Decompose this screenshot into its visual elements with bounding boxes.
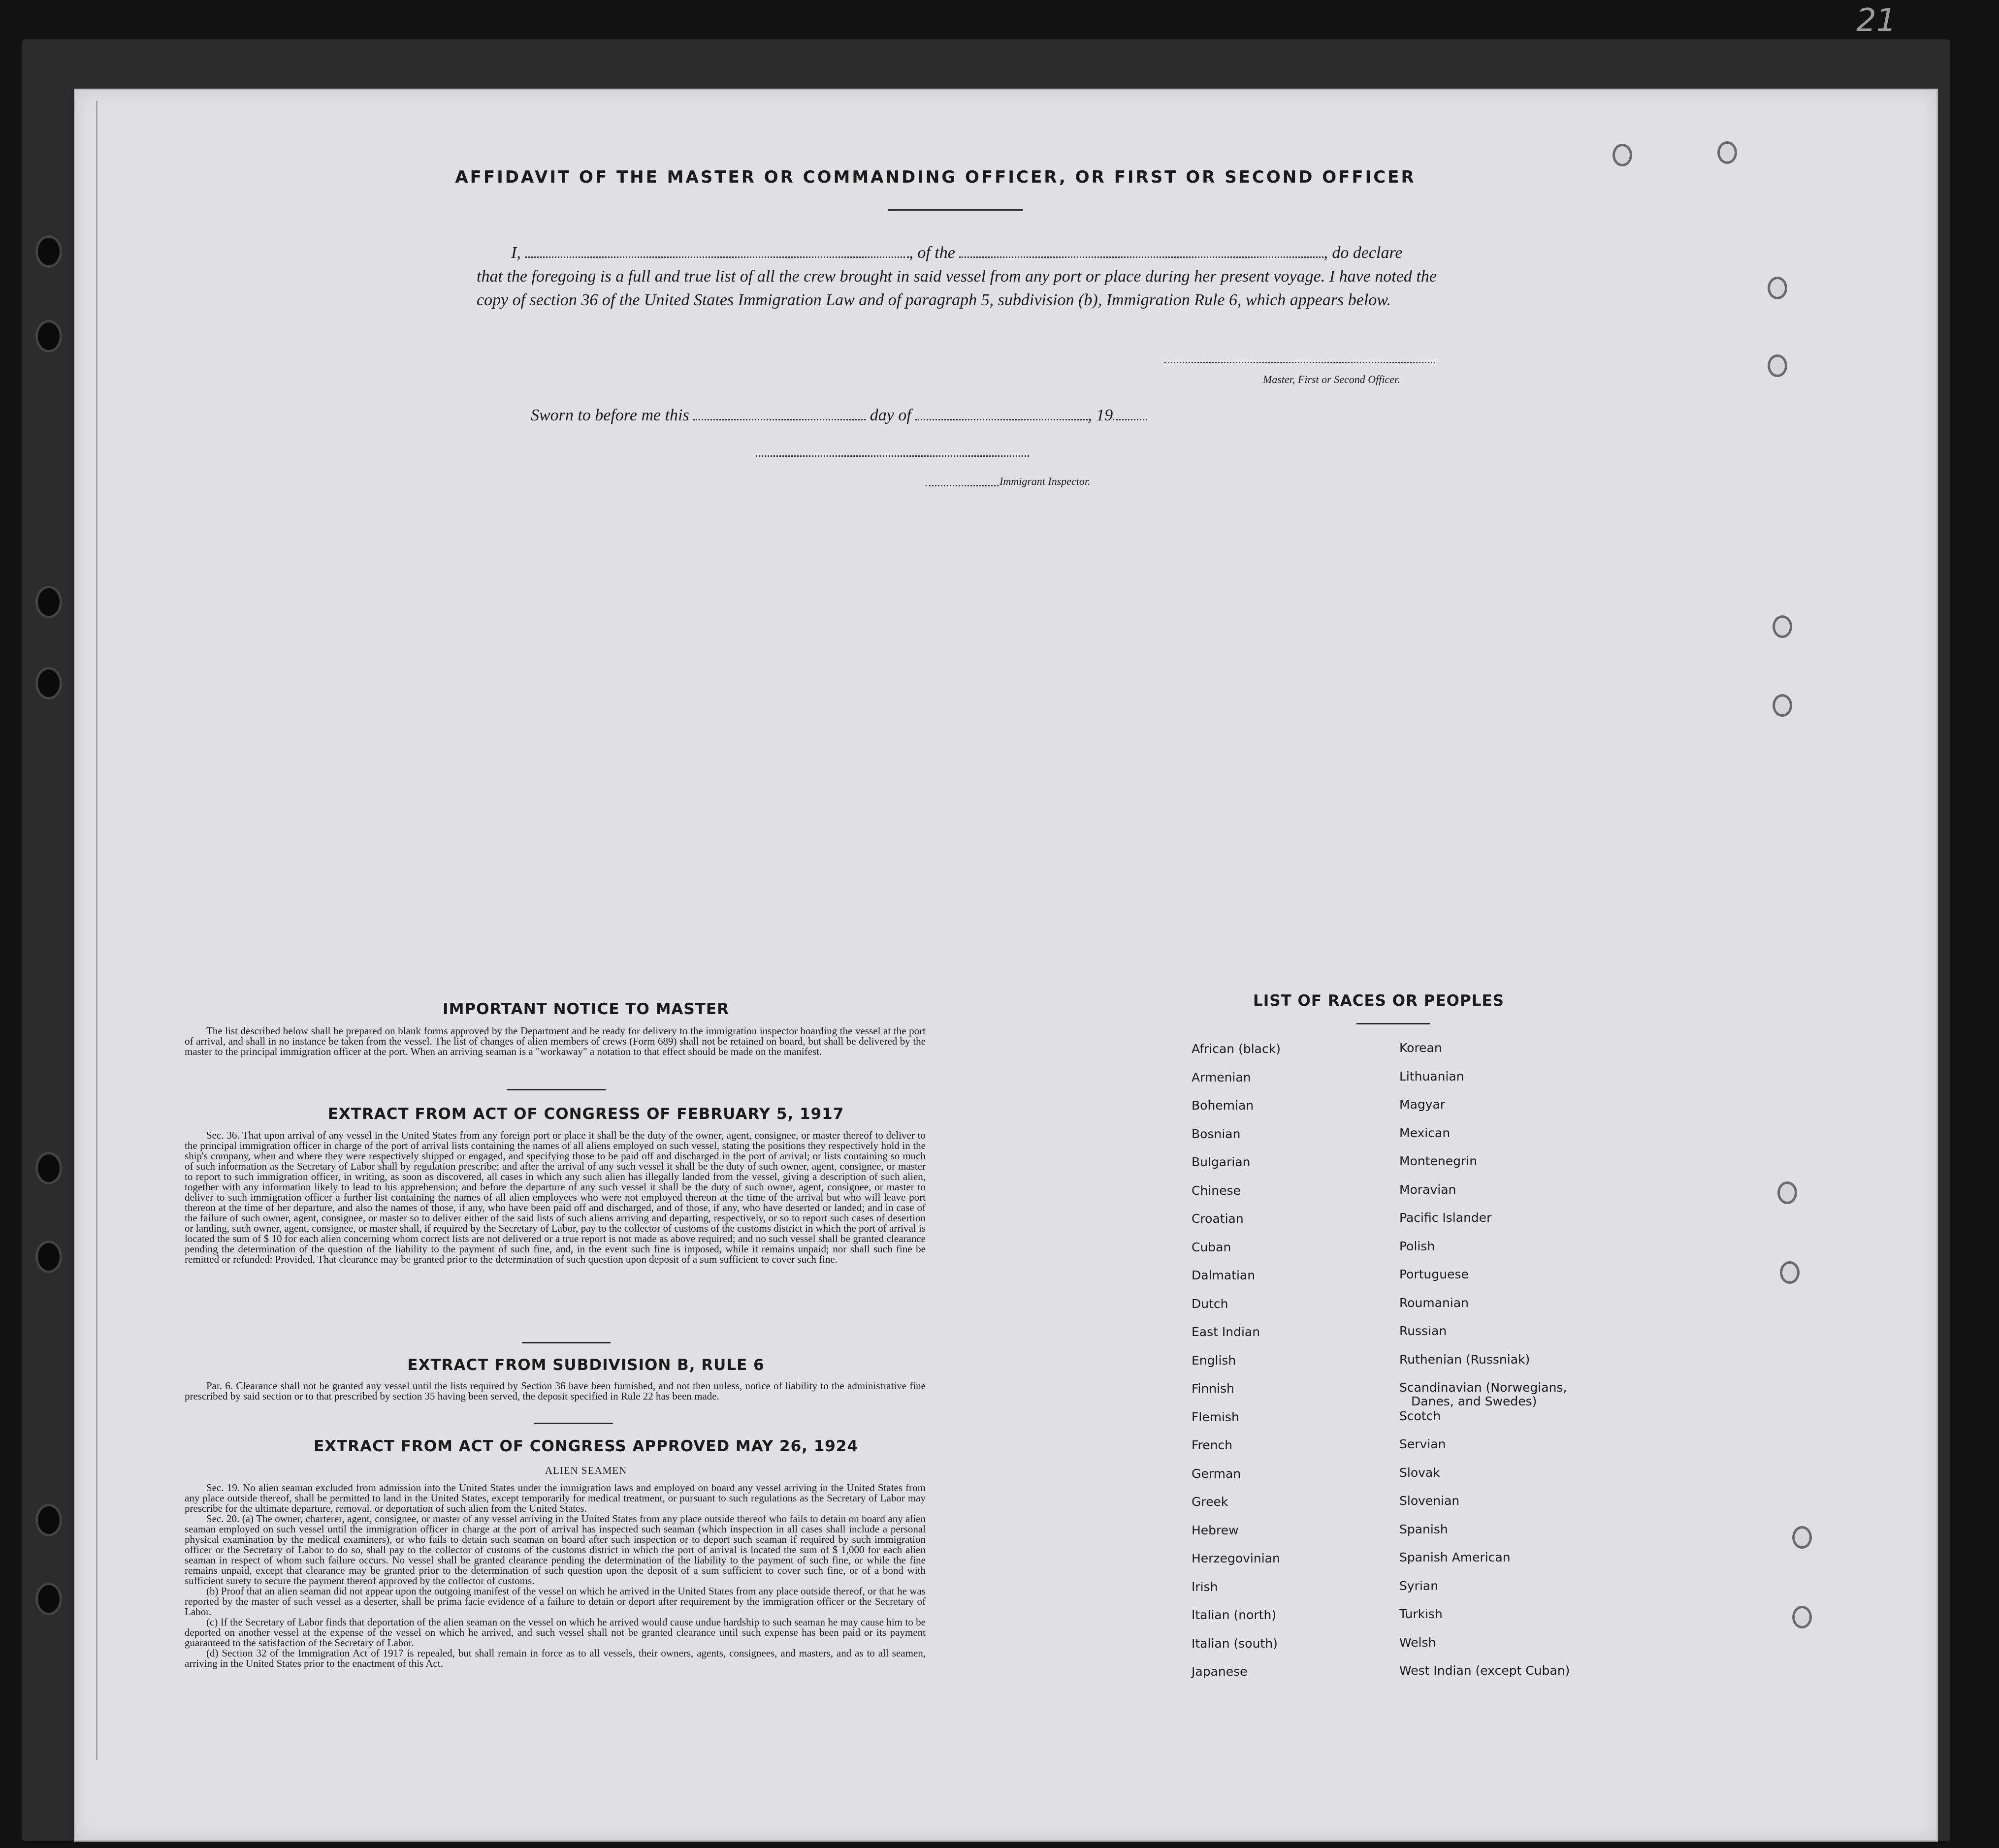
race-item: Dutch [1192, 1296, 1228, 1311]
race-item: Korean [1399, 1041, 1442, 1055]
extract-1917-title: EXTRACT FROM ACT OF CONGRESS OF FEBRUARY 5, 1917 [327, 1105, 844, 1123]
subdivision-b-paragraph: Par. 6. Clearance shall not be granted any vessel until the lists required by Section 36 have been furnished, and not then unless, notice of liability to the administrative fine prescribed by said section or to that prescribed by section 35 having been served, the deposit specified in Rule 22 has been made. [185, 1380, 926, 1402]
binder-hole [35, 1152, 62, 1184]
punch-mark [1777, 1181, 1797, 1204]
binder-hole [35, 1241, 62, 1273]
race-item: Roumanian [1399, 1295, 1469, 1310]
extract-1917-paragraph: Sec. 36. That upon arrival of any vessel in the United States from any foreign port or place it shall be the duty of the owner, agent, consignee, or master thereof to deliver to the principal immigration officer in charge of the port of arrival lists containing the names of all aliens employed on such vessel, stating the positions they respectively hold in the ship's company, when and where they were respectively shipped or engaged, and specifying those to be paid off and discharged in the port of arrival; or lists containing so much of such information as the Secretary of Labor shall by regulation prescribe; and after the arrival of any such vessel it shall be the duty of such owner, agent, consignee, or master to report to such immigration officer, in writing, as soon as discovered, all cases in which any such alien has illegally landed from the vessel, giving a description of such alien, together with any information likely to lead to his apprehension; and before the departure of any such vessel it shall be the duty of such owner, agent, consignee, or master to deliver to such immigration officer a further list containing the names of all alien employees who were not employed thereon at the time of the arrival but who will leave port thereon at the time of her departure, and also the names of those, if any, who have been paid off and discharged, and of those, if any, who have deserted or landed; and in case of the failure of such owner, agent, consignee, or master so to deliver either of the said lists of such aliens arriving and departing, respectively, or so to report such cases of desertion or landing, such owner, agent, consignee, or master shall, if required by the Secretary of Labor, pay to the collector of customs of the customs district in which the port of arrival is located the sum of $ 10 for each alien concerning whom correct lists are not delivered or a true report is not made as above required; and no such vessel shall be granted clearance pending the determination of the question of the liability to the payment of such fine, and, in the event such fine is imposed, while it remains unpaid; nor shall such fine be remitted or refunded: Provided, That clearance may be granted prior to the determination of such question upon deposit of a sum sufficient to cover such fine. [185, 1129, 926, 1265]
race-item: Finnish [1192, 1381, 1235, 1396]
binder-hole [35, 667, 62, 700]
declaration-declare: , do declare [1323, 244, 1403, 262]
race-item: Slovak [1399, 1465, 1440, 1480]
races-title: LIST OF RACES OR PEOPLES [1253, 992, 1505, 1010]
affidavit-title: AFFIDAVIT OF THE MASTER OR COMMANDING OFFICER, OR FIRST OR SECOND OFFICER [455, 167, 1416, 187]
race-item: Russian [1399, 1324, 1447, 1338]
race-item: Italian (south) [1192, 1636, 1278, 1651]
sworn-month-field[interactable] [915, 414, 1088, 420]
race-item: Spanish [1399, 1522, 1448, 1536]
master-signature-line[interactable] [1164, 362, 1435, 363]
race-item: Herzegovinian [1192, 1551, 1280, 1565]
alien-seamen-subtitle: ALIEN SEAMEN [545, 1465, 627, 1476]
year-prefix: , 19 [1088, 406, 1113, 424]
punch-mark [1792, 1606, 1812, 1628]
extract-1924-text [185, 1483, 926, 1669]
extract-1924-title: EXTRACT FROM ACT OF CONGRESS APPROVED MAY 26, 1924 [313, 1437, 859, 1455]
master-signature-label: Master, First or Second Officer. [1263, 373, 1400, 385]
binder-hole [35, 1583, 62, 1615]
subdivision-b-text [185, 1381, 926, 1402]
vessel-field[interactable] [959, 252, 1323, 258]
race-item: Welsh [1399, 1635, 1436, 1650]
day-of-text: day of [870, 406, 911, 424]
race-item: Turkish [1399, 1607, 1443, 1621]
notice-text [185, 1026, 926, 1057]
race-item: Lithuanian [1399, 1069, 1464, 1083]
race-item: Pacific Islander [1399, 1211, 1492, 1225]
race-item: Japanese [1192, 1664, 1248, 1679]
declaration-body: that the foregoing is a full and true list of all the crew brought in said vessel from any port or place during her present voyage. I have noted the copy of section 36 of the United States Immigration Law and of paragraph 5, subdivision (b), Immigration Rule 6, which appears below. [477, 267, 1437, 309]
title-divider [888, 209, 1023, 211]
race-item: West Indian (except Cuban) [1399, 1663, 1570, 1678]
punch-mark [1717, 141, 1737, 164]
race-item: Hebrew [1192, 1523, 1239, 1537]
race-item: German [1192, 1466, 1241, 1481]
name-field[interactable] [525, 252, 909, 258]
race-item: Syrian [1399, 1578, 1439, 1593]
race-item: Armenian [1192, 1070, 1251, 1084]
race-item: Moravian [1399, 1182, 1456, 1197]
binder-hole [35, 586, 62, 618]
race-item: Croatian [1192, 1211, 1244, 1226]
sworn-day-field[interactable] [693, 414, 866, 420]
race-item: Slovenian [1399, 1494, 1460, 1508]
sworn-line [531, 406, 1147, 425]
punch-mark [1768, 354, 1787, 377]
notice-paragraph: The list described below shall be prepared on blank forms approved by the Department and be ready for delivery to the immigration inspector boarding the vessel at the port of arrival, and shall in no instance be taken from the vessel. The list of changes of alien members of crews (Form 689) shall not be retained on board, but shall be delivered by the master to the principal immigration officer at the port. When an arriving seaman is a "workaway" a notation to that effect should be made on the manifest. [185, 1025, 926, 1057]
race-item: Bosnian [1192, 1126, 1241, 1141]
section-divider [522, 1342, 611, 1343]
section-divider [507, 1089, 606, 1090]
declaration-first-line [477, 241, 1437, 265]
declaration-of-the: , of the [909, 244, 955, 262]
punch-mark [1773, 615, 1792, 638]
race-item: Irish [1192, 1579, 1218, 1594]
sworn-text: Sworn to before me this [531, 406, 689, 424]
race-item: Polish [1399, 1239, 1435, 1253]
race-item: Servian [1399, 1437, 1446, 1451]
sec-20c-paragraph: (c) If the Secretary of Labor finds that deportation of the alien seaman on the vessel on which he arrived would cause undue hardship to such seaman he may cause him to be deported on another vessel at the expense of the vessel on which he arrived, and such vessel shall not be granted clearance until such expense has been paid or its payment guaranteed to the satisfaction of the Secretary of Labor. [185, 1616, 926, 1649]
race-item: Dalmatian [1192, 1268, 1256, 1282]
corner-page-number: 21 [1856, 2, 1897, 39]
race-item: Montenegrin [1399, 1154, 1478, 1168]
margin-rule [96, 101, 97, 1760]
race-item: Portuguese [1399, 1267, 1469, 1281]
binder-hole [35, 1504, 62, 1536]
race-item: Cuban [1192, 1240, 1231, 1254]
race-item: Ruthenian (Russniak) [1399, 1352, 1530, 1367]
sec-19-paragraph: Sec. 19. No alien seaman excluded from admission into the United States under the immigration laws and employed on board any vessel arriving in the United States from any place outside thereof, shall be permitted to land in the United States, except temporarily for medical treatment, or pursuant to such regulations as the Secretary of Labor may prescribe for the ultimate departure, removal, or deportation of such alien from the United States. [185, 1482, 926, 1514]
punch-mark [1773, 694, 1792, 717]
races-divider [1356, 1023, 1430, 1024]
section-divider [534, 1423, 613, 1424]
race-item: Greek [1192, 1495, 1228, 1509]
declaration-i: I, [511, 244, 521, 262]
binder-hole [35, 235, 62, 268]
punch-mark [1792, 1526, 1812, 1549]
sec-20b-paragraph: (b) Proof that an alien seaman did not appear upon the outgoing manifest of the vessel on which he arrived in the United States from any place outside thereof, or that he was reported by the master of such vessel as a deserter, shall be prima facie evidence of a failure to detain or deport after requirement by the immigration officer or the Secretary of Labor. [185, 1585, 926, 1618]
race-item: East Indian [1192, 1325, 1260, 1339]
race-item: African (black) [1192, 1042, 1281, 1056]
race-item: Chinese [1192, 1183, 1241, 1198]
race-item: Bohemian [1192, 1098, 1254, 1113]
race-item: Italian (north) [1192, 1608, 1277, 1622]
inspector-short-line [926, 485, 999, 486]
race-item: Magyar [1399, 1097, 1446, 1112]
notice-title: IMPORTANT NOTICE TO MASTER [443, 1000, 729, 1018]
race-item: Bulgarian [1192, 1155, 1251, 1169]
binder-hole [35, 320, 62, 352]
race-item: Flemish [1192, 1409, 1239, 1424]
extract-1917-text [185, 1130, 926, 1265]
race-item: Danes, and Swedes) [1411, 1394, 1537, 1408]
race-item: Mexican [1399, 1125, 1451, 1140]
race-item: Scandinavian (Norwegians, [1399, 1380, 1567, 1395]
sec-20d-paragraph: (d) Section 32 of the Immigration Act of 1917 is repealed, but shall remain in force as to all vessels, their owners, agents, consignees, and masters, and as to all seamen, arriving in the United States prior to the enactment of this Act. [185, 1647, 926, 1669]
punch-mark [1612, 144, 1632, 166]
race-item: French [1192, 1438, 1233, 1452]
race-item: Spanish American [1399, 1550, 1511, 1564]
race-item: Scotch [1399, 1408, 1441, 1423]
subdivision-b-title: EXTRACT FROM SUBDIVISION B, RULE 6 [407, 1356, 765, 1374]
sec-20a-paragraph: Sec. 20. (a) The owner, charterer, agent, consignee, or master of any vessel arriving in the United States from any place outside thereof who fails to detain on board any alien seaman employed on such vessel until the immigration officer in charge at the port of arrival has inspected such seaman (which inspection in all cases shall include a personal physical examination by the medical examiners), or who fails to detain such seaman on board after such inspection or to deport such seaman if required by such immigration officer or the Secretary of Labor to do so, shall pay to the collector of customs of the customs district in which the port of arrival is located the sum of $ 1,000 for each alien seaman in respect of whom such failure occurs. No vessel shall be granted clearance pending the determination of the liability to the payment of such fine, or while the fine remains unpaid, except that clearance may be granted prior to the determination of such question upon the deposit of a sum sufficient to cover such fine, or of a bond with sufficient surety to secure the payment thereof approved by the collector of customs. [185, 1513, 926, 1587]
inspector-label: Immigrant Inspector. [1000, 475, 1091, 487]
inspector-signature-line[interactable] [756, 455, 1029, 457]
race-item: English [1192, 1353, 1236, 1368]
punch-mark [1780, 1261, 1800, 1284]
punch-mark [1768, 277, 1787, 299]
sworn-year-field[interactable] [1113, 414, 1147, 420]
